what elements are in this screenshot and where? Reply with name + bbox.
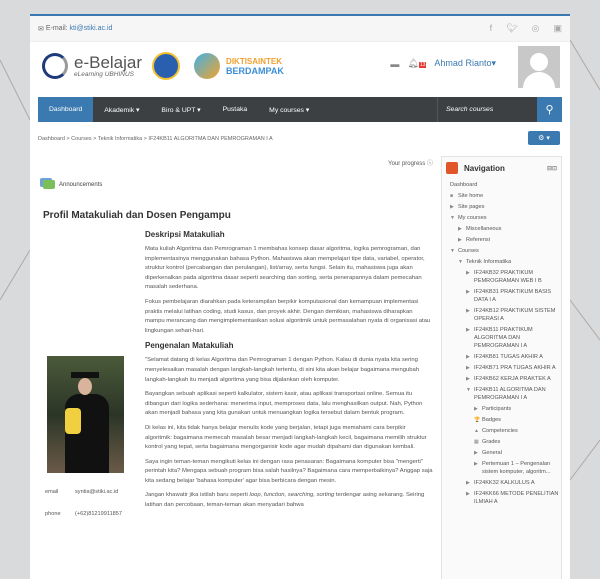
search-icon: ⚲ [545, 104, 554, 116]
text-italic: loop, function, searching, sorting [249, 492, 335, 499]
paragraph: Fokus pembelajaran diarahkan pada keterampilan berpikir komputasional dan kemampuan implementasi praktis melalui latihan coding, studi kasus, dan proyek akhir. Dengan demikian, mahasiswa diharapkan mampu merancang dan mengimplementasikan solusi algoritmik untuk permasalahan nyata di organisasi atau lingkungan sehari-hari. [145, 298, 431, 334]
tree-arrow-icon[interactable]: ▼ [458, 259, 463, 265]
progress-label: Your progress [388, 161, 426, 167]
block-controls-icon[interactable]: ⊟⊡ [546, 165, 557, 172]
nav-pustaka[interactable]: Pustaka [222, 106, 248, 113]
nav-tree-label: IF24KB81 TUGAS AKHIR A [474, 354, 543, 360]
tree-arrow-icon[interactable]: ▶ [474, 406, 478, 412]
header [30, 42, 570, 98]
user-menu[interactable]: Ahmad Rianto▾ [434, 58, 496, 68]
email-link[interactable]: kti@stiki.ac.id [69, 25, 113, 32]
text: terdengar asing sekarang. Seiring latihan dan percobaan, teman-teman akan menyadari bahwa [145, 492, 425, 509]
nav-tree-item[interactable] [450, 416, 561, 424]
nav-tree-label: IF24KB31 PRAKTIKUM BASIS DATA I A [474, 289, 552, 303]
nav-tree-item[interactable] [450, 438, 561, 446]
nav-my-courses[interactable]: My courses ▾ [269, 106, 310, 114]
nav-tree-item[interactable] [450, 375, 561, 383]
main-nav [38, 97, 562, 122]
block-title: Navigation [464, 163, 505, 173]
text: Jangan khawatir jika istilah baru seperti [145, 492, 250, 499]
nav-tree-label: IF24KB62 KERJA PRAKTEK A [474, 376, 551, 382]
announcements-label: Announcements [59, 181, 103, 188]
nav-tree-item[interactable] [450, 427, 561, 435]
instagram-icon[interactable]: ◎ [531, 23, 540, 33]
nav-tree-item[interactable] [450, 258, 561, 266]
section-title: Profil Matakuliah dan Dosen Pengampu [43, 210, 231, 221]
email-row [45, 489, 119, 495]
nav-tree-item[interactable] [450, 326, 561, 350]
phone-row [45, 511, 123, 517]
tree-arrow-icon[interactable]: ▼ [450, 248, 455, 254]
nav-tree-item[interactable] [450, 192, 561, 200]
search-button[interactable] [537, 97, 562, 122]
nav-tree-label: IF24KK32 KALKULUS A [474, 480, 535, 486]
nav-tree-label: Grades [482, 439, 501, 445]
tree-arrow-icon[interactable]: ▶ [474, 461, 478, 467]
email-label: email [45, 489, 59, 495]
nav-biro-upt[interactable]: Biro & UPT ▾ [161, 106, 201, 114]
nav-tree-item[interactable] [450, 288, 561, 304]
paragraph: Di kelas ini, kita tidak hanya belajar menulis kode yang berjalan, tetapi juga memahami cara berpikir algoritmik: bagaimana memecah masalah besar menjadi langkah-langkah kecil, bagaimana memilih struktur kontrol yang tepat, serta bagaimana mengorganisir kode agar mudah dipahami dan digunakan kembali. [145, 424, 427, 451]
tree-arrow-icon[interactable]: ■ [450, 193, 454, 199]
user-name: Ahmad Rianto [434, 58, 492, 68]
lecturer-phone: (+62)81219911857 [75, 511, 123, 517]
tree-arrow-icon[interactable]: ▶ [466, 491, 470, 497]
nav-tree [442, 179, 561, 506]
nav-tree-item[interactable] [450, 364, 561, 372]
nav-tree-item[interactable] [450, 203, 561, 211]
nav-tree-label: Pertemuan 1 – Pengenalan sistem komputer, algoritm... [482, 461, 551, 475]
nav-tree-item[interactable] [450, 460, 561, 476]
nav-tree-label: Miscellaneous [466, 226, 502, 232]
nav-tree-label: IF24KB11 PRAKTIKUM ALGORITMA DAN PEMROGRAMAN I A [474, 327, 533, 349]
dikti-logo-icon [194, 53, 220, 79]
nav-tree-item[interactable] [450, 214, 561, 222]
paragraph: Bayangkan sebuah aplikasi seperti kalkulator, sistem kasir, atau aplikasi transportasi online. Semua itu dibangun dari logika sederhana: menerima input, memproses data, lalu menghasilkan output. Nah, Python akan menjadi bahasa yang kita gunakan untuk menuangkan logika tersebut dalam bentuk program. [145, 391, 423, 417]
paragraph: Mata kuliah Algoritma dan Pemrograman 1 membahas konsep dasar algoritma, logika pemrograman, dan implementasinya menggunakan bahasa Python. Mahasiswa akan mempelajari tipe data, variabel, operator, struktur kontrol (percabangan dan perulangan), list/array, serta fungsi. Selain itu, mahasiswa juga akan diperkenalkan pada algoritma dasar seperti searching dan sorting, serta penerapannya dalam pemecahan masalah sederhana. [145, 246, 425, 291]
tree-arrow-icon[interactable]: ▶ [458, 237, 462, 243]
heading-pengenalan: Pengenalan Matakuliah [145, 341, 234, 351]
nav-tree-item[interactable] [450, 386, 561, 402]
help-icon[interactable]: ⓘ [426, 161, 433, 167]
mail-icon: ✉ [38, 25, 46, 33]
avatar[interactable] [518, 46, 560, 88]
settings-menu-button[interactable] [528, 131, 560, 145]
nav-tree-label: My courses [458, 215, 487, 221]
nav-tree-label: Courses [458, 248, 479, 254]
tree-arrow-icon[interactable]: ▲ [474, 428, 479, 434]
lecturer-photo [47, 356, 124, 473]
youtube-icon[interactable]: ▣ [553, 23, 562, 33]
tree-arrow-icon[interactable]: ▶ [458, 226, 462, 232]
your-progress [388, 158, 433, 167]
nav-tree-item[interactable] [450, 479, 561, 487]
twitter-icon[interactable]: 🐦︎ [506, 23, 518, 33]
tree-arrow-icon[interactable]: ▶ [466, 480, 470, 486]
paragraph: Saya ingin teman-teman mengikuti kelas ini dengan rasa penasaran: Bagaimana komputer bisa "mengerti" perintah kita? Mengapa sebuah program bisa salah hasilnya? Bagaimana cara memperbaikinya? Anggap saja kita sedang belajar 'bahasa komputer' agar bisa berbicara dengan mesin. [145, 458, 433, 484]
course-description [145, 230, 433, 516]
facebook-icon[interactable]: f [489, 23, 493, 33]
nav-tree-label: IF24KB11 ALGORITMA DAN PEMROGRAMAN I A [474, 387, 546, 401]
nav-tree-label: Dashboard [450, 182, 478, 188]
sitemap-icon [446, 162, 458, 174]
phone-label: phone [45, 511, 61, 517]
tree-arrow-icon[interactable]: ▶ [466, 354, 470, 360]
top-bar [30, 16, 570, 42]
notifications-button[interactable] [407, 58, 426, 69]
notification-count: 13 [419, 62, 426, 68]
nav-tree-item[interactable] [450, 405, 561, 413]
tree-arrow-icon[interactable]: ▶ [466, 365, 470, 371]
nav-tree-label: Referensi [466, 237, 490, 243]
breadcrumb[interactable]: Dashboard > Courses > Teknik Informatika > IF24KB11 ALGORITMA DAN PEMROGRAMAN I A [38, 136, 273, 142]
nav-dashboard[interactable]: Dashboard [38, 97, 93, 122]
nav-tree-item[interactable] [450, 247, 561, 255]
nav-tree-label: Badges [482, 417, 501, 423]
nav-tree-label: General [482, 450, 502, 456]
announcements-link[interactable] [43, 180, 102, 189]
tree-arrow-icon[interactable]: ▼ [466, 387, 471, 393]
nav-tree-label: Participants [482, 406, 512, 412]
tutwuri-logo-icon [152, 52, 180, 80]
site-logo[interactable] [42, 52, 284, 80]
email-label: E-mail: [45, 25, 68, 32]
search-input[interactable]: Search courses [437, 97, 537, 122]
nav-tree-item[interactable] [450, 181, 561, 189]
tree-arrow-icon[interactable]: ▦ [474, 439, 479, 445]
tree-arrow-icon[interactable]: ▶ [466, 308, 470, 314]
nav-tree-label: IF24KB71 PRA TUGAS AKHIR A [474, 365, 556, 371]
bell-icon: 🔔︎ [407, 58, 419, 68]
tree-arrow-icon[interactable]: 🏆 [474, 417, 481, 423]
navigation-block [441, 156, 562, 579]
tree-arrow-icon[interactable]: ▶ [466, 289, 470, 295]
paragraph [145, 491, 433, 510]
nav-tree-item[interactable] [450, 225, 561, 233]
forum-icon [43, 180, 55, 189]
page [30, 14, 570, 579]
paragraph: "Selamat datang di kelas Algoritma dan Pemrograman 1 dengan Python. Kalau di dunia nyata kita sering menyelesaikan masalah dengan langkah-langkah tertentu, di sini kita akan belajar bagaimana mengubah langkah-langkah itu menjadi algoritma yang bisa dijalankan oleh komputer. [145, 357, 420, 383]
dikti-text-1: DIKTISAINTEK [226, 56, 283, 66]
lecturer-email: syntia@stiki.ac.id [75, 489, 119, 495]
tree-arrow-icon[interactable]: ▼ [450, 215, 455, 221]
main-content [38, 156, 433, 579]
nav-tree-item[interactable] [450, 236, 561, 244]
nav-tree-label: IF24KB12 PRAKTIKUM SISTEM OPERASI A [474, 308, 556, 322]
tree-arrow-icon[interactable]: ▶ [466, 376, 470, 382]
nav-tree-label: IF24KB32 PRAKTIKUM PEMROGRAMAN WEB I B [474, 270, 542, 284]
tree-arrow-icon[interactable]: ▶ [466, 270, 470, 276]
brand-subtitle: eLearning UBHINUS [74, 71, 134, 78]
heading-deskripsi: Deskripsi Matakuliah [145, 230, 225, 239]
brand-title: e-Belajar [74, 53, 143, 72]
messages-icon[interactable]: ▬ [390, 58, 400, 69]
tree-arrow-icon[interactable]: ▶ [466, 327, 470, 333]
nav-akademik[interactable]: Akademik ▾ [104, 106, 140, 114]
nav-tree-item[interactable] [450, 449, 561, 457]
tree-arrow-icon[interactable]: ▶ [474, 450, 478, 456]
nav-tree-label: Site home [458, 193, 484, 199]
nav-tree-item[interactable] [450, 269, 561, 285]
tree-arrow-icon[interactable]: ▶ [450, 204, 454, 210]
ubhinus-logo-icon [42, 53, 68, 79]
nav-tree-label: Site pages [458, 204, 485, 210]
nav-tree-label: Teknik Informatika [466, 259, 512, 265]
dikti-text-2: BERDAMPAK [226, 65, 284, 76]
nav-tree-label: Competencies [482, 428, 518, 434]
nav-tree-item[interactable] [450, 353, 561, 361]
nav-tree-label: IF24KK66 METODE PENELITIAN ILMIAH A [474, 491, 559, 505]
nav-tree-item[interactable] [450, 307, 561, 323]
nav-tree-item[interactable] [450, 490, 561, 506]
gear-icon: ⚙ ▾ [538, 135, 550, 142]
